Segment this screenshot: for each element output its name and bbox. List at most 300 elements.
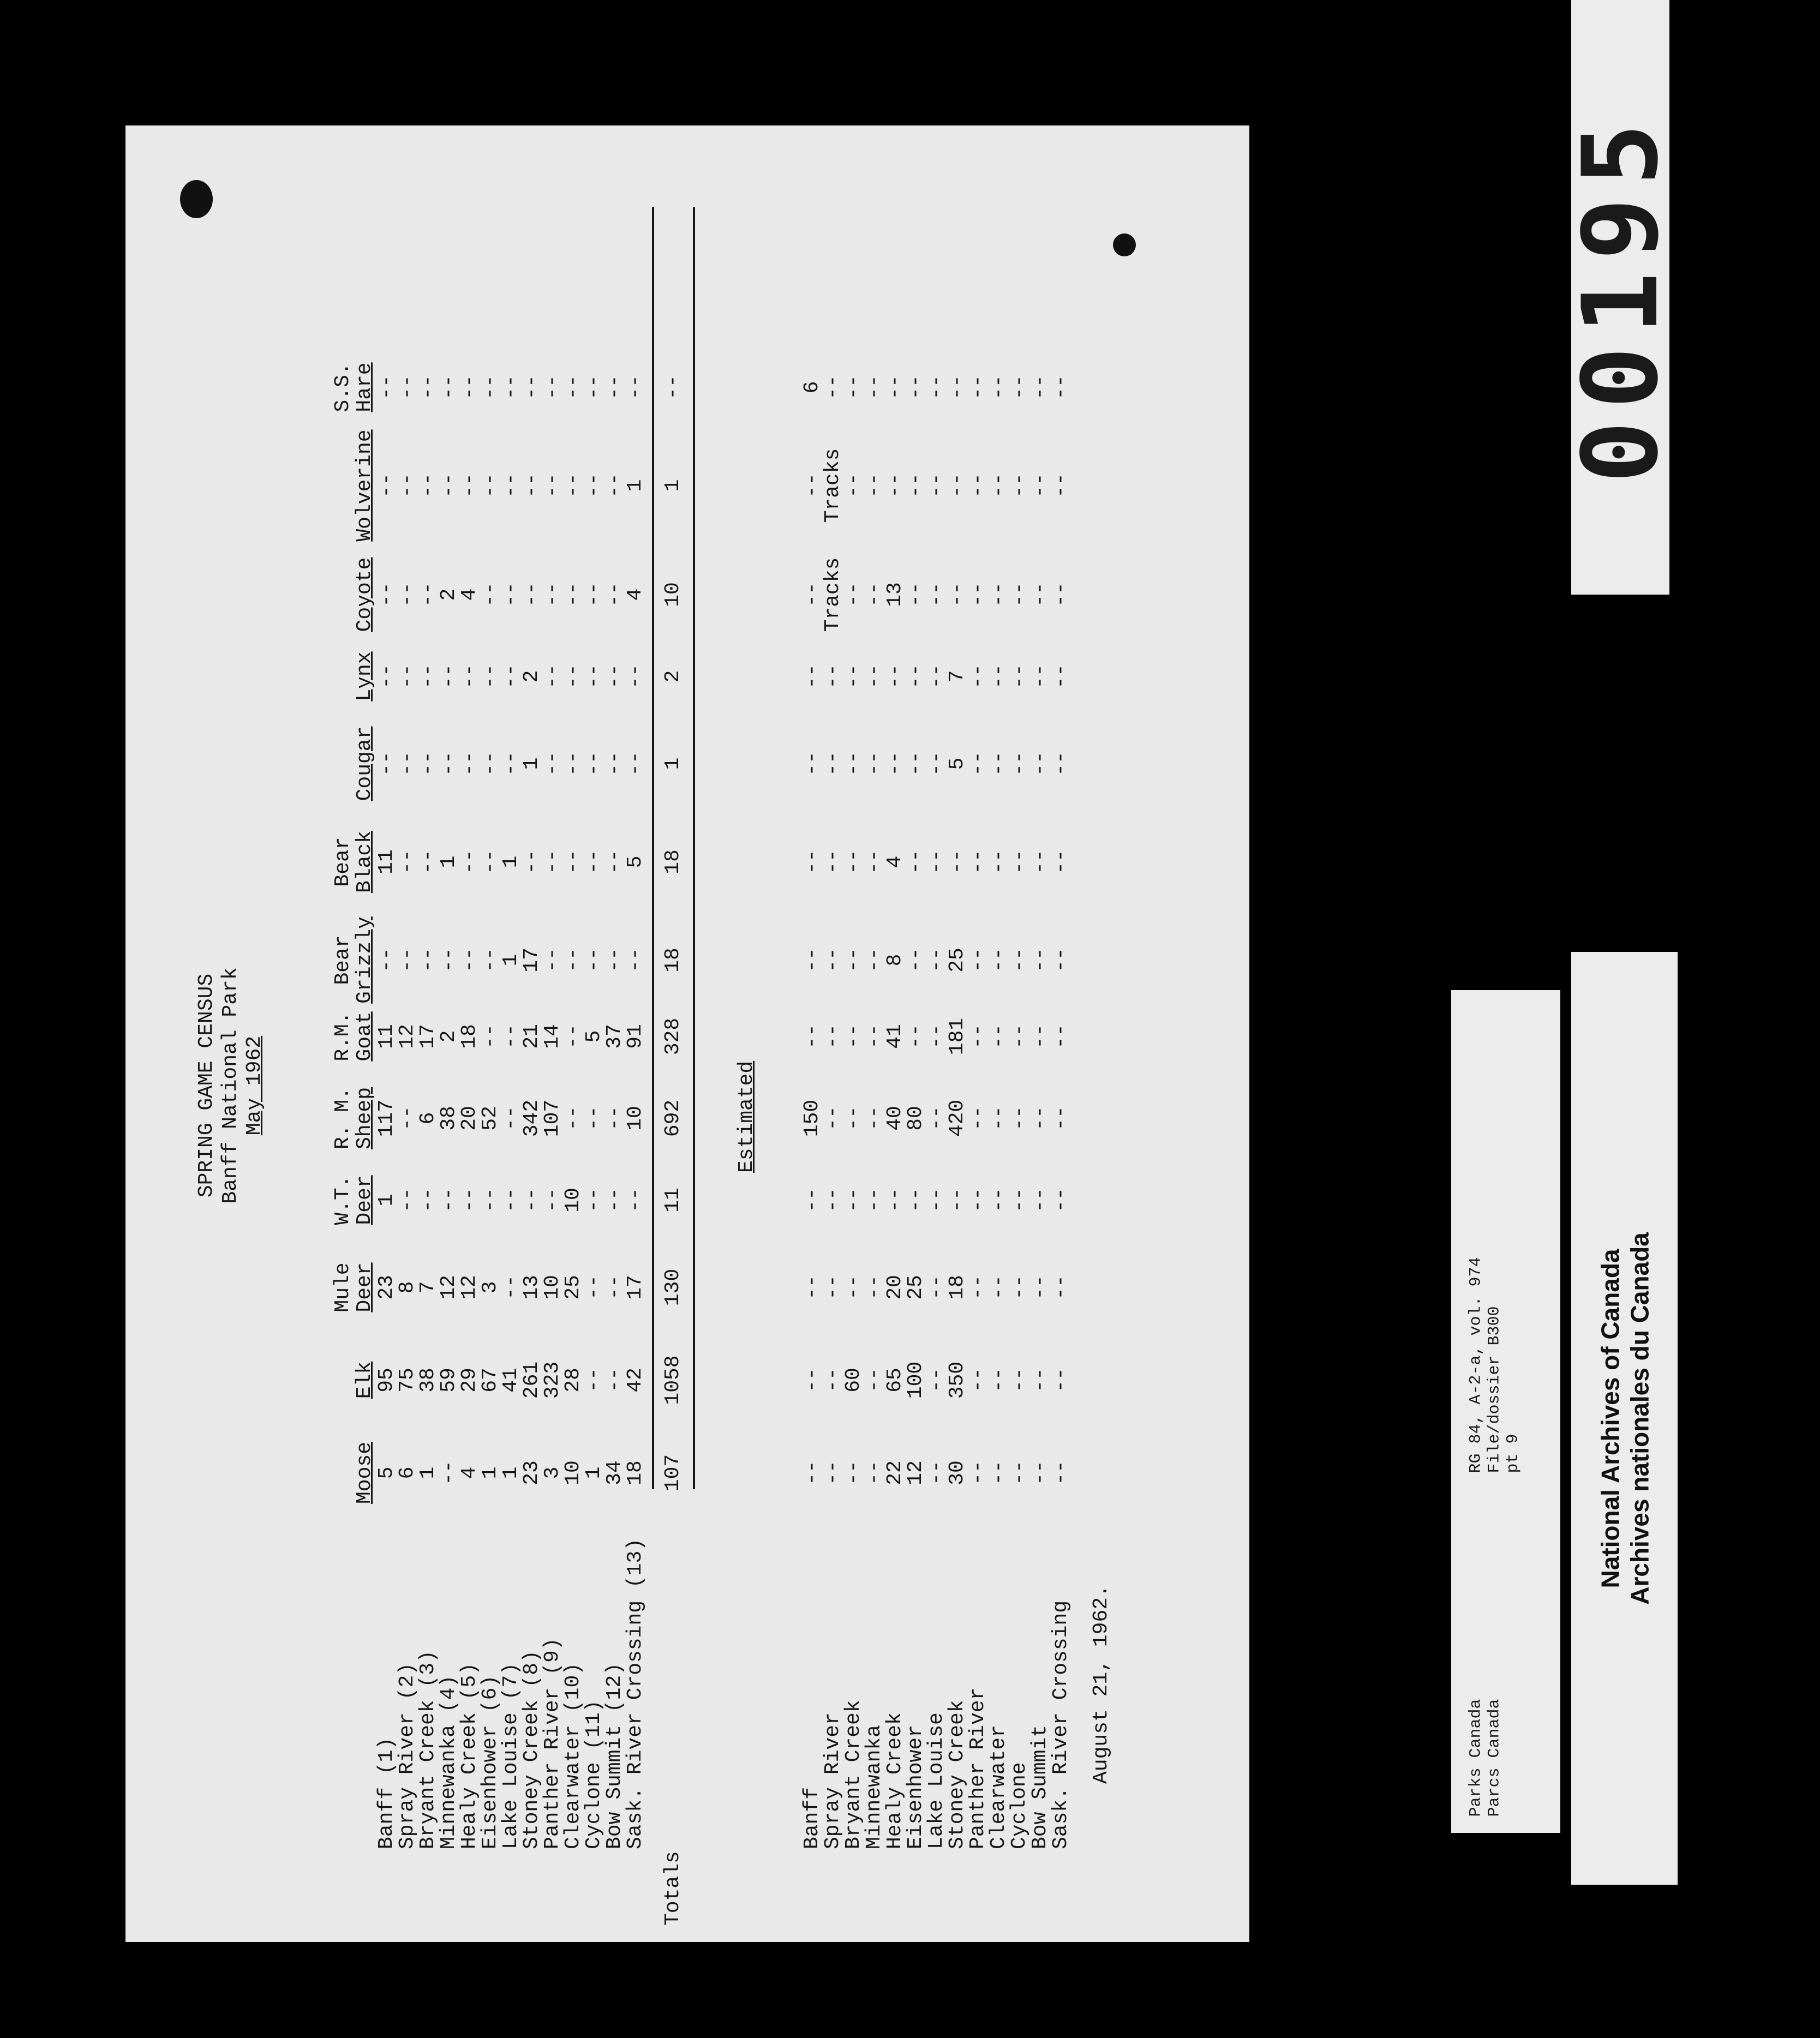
table-cell: 80 xyxy=(904,1106,927,1131)
row-label: Panther River xyxy=(966,1687,990,1849)
table-cell: 60 xyxy=(842,1368,865,1393)
census-sheet-content xyxy=(147,142,1228,1926)
table-cell: -- xyxy=(987,473,1010,498)
table-cell: -- xyxy=(520,582,543,607)
table-cell: -- xyxy=(925,1024,948,1049)
table-cell: -- xyxy=(478,751,502,776)
table-cell: -- xyxy=(603,1106,626,1131)
row-label: Bryant Creek (3) xyxy=(416,1650,440,1849)
table-cell: -- xyxy=(966,1460,990,1485)
table-cell: -- xyxy=(541,473,564,498)
row-label: Bryant Creek xyxy=(842,1700,865,1849)
table-cell: -- xyxy=(987,751,1010,776)
table-cell: -- xyxy=(821,664,845,689)
column-header-bottom: Sheep xyxy=(353,1087,376,1150)
table-cell: -- xyxy=(375,664,398,689)
table-cell: -- xyxy=(863,751,886,776)
column-header xyxy=(333,727,375,801)
table-cell: -- xyxy=(561,473,585,498)
table-cell: -- xyxy=(375,473,398,498)
table-cell: 17 xyxy=(416,1024,440,1049)
table-cell: -- xyxy=(966,1188,990,1213)
table-cell: -- xyxy=(842,948,865,973)
table-cell: -- xyxy=(863,1106,886,1131)
table-cell: -- xyxy=(863,664,886,689)
table-cell: -- xyxy=(624,375,647,400)
table-cell: -- xyxy=(987,1460,1010,1485)
source-agency-line: Parks Canada xyxy=(1466,1698,1486,1817)
column-header-bottom: Moose xyxy=(353,1441,376,1504)
row-label: Clearwater xyxy=(987,1724,1010,1849)
table-cell: -- xyxy=(624,751,647,776)
table-cell: 5 xyxy=(582,1030,606,1043)
table-cell: 95 xyxy=(375,1368,398,1393)
table-cell: 38 xyxy=(437,1106,460,1131)
table-cell: -- xyxy=(603,1368,626,1393)
table-cell: -- xyxy=(966,948,990,973)
table-cell: -- xyxy=(582,375,606,400)
row-label: Stoney Creek (8) xyxy=(520,1650,543,1849)
table-cell: -- xyxy=(561,664,585,689)
total-cell: 107 xyxy=(661,1454,685,1492)
column-header-top: Bear xyxy=(331,837,355,887)
column-header-top: W.T. xyxy=(331,1175,355,1225)
estimated-section-title: Estimated xyxy=(735,1060,758,1173)
table-cell: -- xyxy=(925,948,948,973)
table-cell: -- xyxy=(1008,473,1031,498)
table-cell: -- xyxy=(416,1188,440,1213)
table-cell: -- xyxy=(1049,948,1073,973)
table-cell: 20 xyxy=(458,1106,481,1131)
table-cell: 1 xyxy=(416,1466,440,1479)
table-cell: 34 xyxy=(603,1460,626,1485)
table-cell: -- xyxy=(478,582,502,607)
table-cell: 13 xyxy=(883,582,907,607)
reel-number-label xyxy=(1560,0,1681,595)
table-cell: -- xyxy=(1028,1106,1052,1131)
table-cell: -- xyxy=(1028,1460,1052,1485)
row-label: Clearwater (10) xyxy=(561,1662,585,1849)
table-cell: -- xyxy=(478,948,502,973)
table-cell: -- xyxy=(842,375,865,400)
table-cell: -- xyxy=(966,751,990,776)
totals-rule-bottom xyxy=(693,207,695,1489)
table-cell: -- xyxy=(416,948,440,973)
table-cell: -- xyxy=(396,582,419,607)
table-cell: 18 xyxy=(458,1024,481,1049)
table-cell: 1 xyxy=(499,954,523,967)
table-cell: -- xyxy=(966,849,990,874)
table-cell: 23 xyxy=(375,1275,398,1300)
table-cell: -- xyxy=(945,849,969,874)
table-cell: -- xyxy=(1028,473,1052,498)
table-cell: 323 xyxy=(541,1361,564,1399)
table-cell: 17 xyxy=(520,948,543,973)
table-cell: -- xyxy=(582,582,606,607)
table-cell: -- xyxy=(1028,1024,1052,1049)
source-reference-label xyxy=(1451,990,1560,1833)
table-cell: -- xyxy=(987,375,1010,400)
table-cell: 4 xyxy=(883,855,907,868)
table-cell: -- xyxy=(437,1460,460,1485)
table-cell: -- xyxy=(904,375,927,400)
table-cell: 107 xyxy=(541,1099,564,1137)
table-cell: -- xyxy=(437,1188,460,1213)
table-cell: -- xyxy=(883,751,907,776)
table-cell: -- xyxy=(416,473,440,498)
column-header-bottom: Elk xyxy=(353,1361,376,1399)
table-cell: -- xyxy=(541,664,564,689)
table-cell: -- xyxy=(842,664,865,689)
table-cell: -- xyxy=(499,1275,523,1300)
table-cell: -- xyxy=(541,948,564,973)
table-cell: -- xyxy=(1028,1368,1052,1393)
table-cell: -- xyxy=(520,849,543,874)
table-cell: -- xyxy=(582,948,606,973)
table-cell: -- xyxy=(925,473,948,498)
column-header xyxy=(333,429,375,541)
table-cell: -- xyxy=(1049,375,1073,400)
archives-label-content xyxy=(1571,952,1678,1885)
table-cell: -- xyxy=(375,751,398,776)
table-cell: 261 xyxy=(520,1361,543,1399)
table-cell: 1 xyxy=(624,479,647,492)
table-cell: -- xyxy=(800,1368,824,1393)
table-cell: 5 xyxy=(624,855,647,868)
row-label: Spray River (2) xyxy=(396,1662,419,1849)
table-cell: -- xyxy=(925,1275,948,1300)
table-cell: -- xyxy=(863,1188,886,1213)
table-cell: -- xyxy=(904,1188,927,1213)
column-header xyxy=(333,362,375,412)
table-cell: -- xyxy=(458,751,481,776)
table-cell: 52 xyxy=(478,1106,502,1131)
total-cell: 11 xyxy=(661,1188,685,1213)
source-file-reference xyxy=(1467,1257,1523,1473)
column-header-bottom: Deer xyxy=(353,1262,376,1312)
table-cell: -- xyxy=(478,375,502,400)
document-subtitle: Banff National Park xyxy=(219,967,242,1204)
table-cell: 22 xyxy=(883,1460,907,1485)
table-cell: -- xyxy=(561,375,585,400)
table-cell: -- xyxy=(1008,375,1031,400)
table-cell: -- xyxy=(582,849,606,874)
table-cell: -- xyxy=(863,1024,886,1049)
table-cell: -- xyxy=(1049,849,1073,874)
row-label: Eisenhower (6) xyxy=(478,1675,502,1849)
table-cell: -- xyxy=(925,1460,948,1485)
column-header xyxy=(333,1011,375,1061)
table-cell: -- xyxy=(904,948,927,973)
table-cell: -- xyxy=(1008,1188,1031,1213)
source-file-line: RG 84, A-2-a, vol. 974 xyxy=(1466,1256,1486,1473)
row-label: Minnewanka xyxy=(863,1724,886,1849)
table-cell: -- xyxy=(561,1024,585,1049)
table-cell: -- xyxy=(416,664,440,689)
source-file-line: File/dossier B300 xyxy=(1485,1305,1504,1473)
table-cell: -- xyxy=(863,375,886,400)
table-cell: 1 xyxy=(520,757,543,770)
table-cell: -- xyxy=(945,1188,969,1213)
table-cell: -- xyxy=(800,948,824,973)
table-cell: -- xyxy=(1049,1024,1073,1049)
table-cell: 12 xyxy=(437,1275,460,1300)
table-cell: -- xyxy=(396,375,419,400)
row-label: Healy Creek (5) xyxy=(458,1662,481,1849)
row-label: Bow Summit xyxy=(1028,1724,1052,1849)
table-cell: 10 xyxy=(561,1460,585,1485)
table-cell: -- xyxy=(437,948,460,973)
table-cell: -- xyxy=(800,1024,824,1049)
column-header xyxy=(333,1362,375,1399)
table-cell: -- xyxy=(821,1024,845,1049)
table-cell: 21 xyxy=(520,1024,543,1049)
table-cell: -- xyxy=(416,375,440,400)
table-cell: -- xyxy=(904,751,927,776)
table-cell: -- xyxy=(842,849,865,874)
row-label: Cyclone xyxy=(1008,1762,1031,1849)
table-cell: -- xyxy=(1008,1275,1031,1300)
table-cell: -- xyxy=(561,1106,585,1131)
table-cell: -- xyxy=(437,375,460,400)
table-cell: -- xyxy=(499,375,523,400)
table-cell: 4 xyxy=(624,588,647,601)
table-cell: -- xyxy=(883,1188,907,1213)
table-cell: -- xyxy=(561,849,585,874)
totals-rule-top xyxy=(652,207,654,1489)
table-cell: -- xyxy=(541,849,564,874)
table-cell: -- xyxy=(821,1460,845,1485)
table-cell: -- xyxy=(987,1275,1010,1300)
source-reference-content xyxy=(1452,990,1561,1833)
table-cell: -- xyxy=(603,751,626,776)
table-cell: -- xyxy=(842,582,865,607)
table-cell: -- xyxy=(966,664,990,689)
total-cell: -- xyxy=(661,375,685,400)
table-cell: -- xyxy=(561,582,585,607)
table-cell: 11 xyxy=(375,1024,398,1049)
ink-blot xyxy=(180,180,213,218)
table-cell: -- xyxy=(863,1368,886,1393)
column-header-bottom: Goat xyxy=(353,1011,376,1062)
table-cell: -- xyxy=(541,751,564,776)
table-cell: -- xyxy=(800,1460,824,1485)
table-cell: 7 xyxy=(945,670,969,683)
table-cell: -- xyxy=(1049,473,1073,498)
table-cell: -- xyxy=(582,1368,606,1393)
document-title: SPRING GAME CENSUS xyxy=(195,973,218,1198)
table-cell: -- xyxy=(499,1024,523,1049)
table-cell: 3 xyxy=(541,1466,564,1479)
table-cell: -- xyxy=(396,473,419,498)
totals-label: Totals xyxy=(661,1851,685,1926)
table-cell: -- xyxy=(561,751,585,776)
table-cell: 117 xyxy=(375,1099,398,1137)
table-cell: -- xyxy=(520,473,543,498)
table-cell: -- xyxy=(624,1188,647,1213)
table-cell: -- xyxy=(987,1024,1010,1049)
table-cell: 10 xyxy=(624,1106,647,1131)
table-cell: 3 xyxy=(478,1281,502,1294)
table-cell: -- xyxy=(458,375,481,400)
table-cell: -- xyxy=(396,849,419,874)
table-cell: Tracks xyxy=(821,448,845,523)
table-cell: -- xyxy=(987,1188,1010,1213)
table-cell: -- xyxy=(821,1275,845,1300)
table-cell: -- xyxy=(800,1188,824,1213)
column-header xyxy=(333,558,375,632)
table-cell: -- xyxy=(966,375,990,400)
table-cell: -- xyxy=(396,1188,419,1213)
table-cell: -- xyxy=(1049,1106,1073,1131)
row-label: Lake Louise (7) xyxy=(499,1662,523,1849)
table-cell: -- xyxy=(987,1106,1010,1131)
column-header xyxy=(333,1442,375,1504)
table-cell: -- xyxy=(842,751,865,776)
table-cell: 350 xyxy=(945,1361,969,1399)
table-cell: 18 xyxy=(945,1275,969,1300)
total-cell: 1 xyxy=(661,757,685,770)
table-cell: -- xyxy=(396,948,419,973)
table-cell: -- xyxy=(966,1024,990,1049)
table-cell: 4 xyxy=(458,588,481,601)
table-cell: -- xyxy=(458,664,481,689)
table-cell: -- xyxy=(603,375,626,400)
table-cell: -- xyxy=(375,948,398,973)
table-cell: 10 xyxy=(561,1188,585,1213)
total-cell: 692 xyxy=(661,1099,685,1137)
column-header-top xyxy=(333,727,355,801)
table-cell: -- xyxy=(582,1275,606,1300)
table-cell: 13 xyxy=(520,1275,543,1300)
table-cell: -- xyxy=(499,751,523,776)
table-cell: 8 xyxy=(883,954,907,967)
table-cell: -- xyxy=(1028,849,1052,874)
table-cell: -- xyxy=(1028,375,1052,400)
table-cell: -- xyxy=(1028,948,1052,973)
column-header-bottom: Grizzly xyxy=(353,916,376,1004)
table-cell: -- xyxy=(925,751,948,776)
table-cell: 6 xyxy=(396,1466,419,1479)
table-cell: -- xyxy=(499,1106,523,1131)
total-cell: 328 xyxy=(661,1017,685,1056)
table-cell: -- xyxy=(966,473,990,498)
table-cell: -- xyxy=(863,948,886,973)
table-cell: -- xyxy=(1008,664,1031,689)
table-cell: 41 xyxy=(499,1368,523,1393)
table-cell: -- xyxy=(603,664,626,689)
table-cell: -- xyxy=(904,849,927,874)
table-cell: -- xyxy=(925,664,948,689)
column-header-bottom: Hare xyxy=(353,362,376,412)
table-cell: -- xyxy=(863,473,886,498)
column-header-bottom: Lynx xyxy=(353,651,376,702)
table-cell: 10 xyxy=(541,1275,564,1300)
table-cell: -- xyxy=(966,582,990,607)
table-cell: 59 xyxy=(437,1368,460,1393)
source-agency-line: Parcs Canada xyxy=(1485,1698,1504,1817)
table-cell: -- xyxy=(883,375,907,400)
table-cell: 6 xyxy=(416,1112,440,1125)
table-cell: -- xyxy=(966,1106,990,1131)
table-cell: 12 xyxy=(904,1460,927,1485)
row-label: Banff xyxy=(800,1787,824,1849)
table-cell: 23 xyxy=(520,1460,543,1485)
table-cell: 1 xyxy=(375,1194,398,1207)
column-header-bottom: Deer xyxy=(353,1175,376,1225)
table-cell: -- xyxy=(478,849,502,874)
table-cell: -- xyxy=(520,375,543,400)
column-header xyxy=(333,1262,375,1312)
table-cell: -- xyxy=(458,473,481,498)
table-cell: -- xyxy=(499,582,523,607)
row-label: Spray River xyxy=(821,1712,845,1849)
table-cell: -- xyxy=(863,849,886,874)
table-cell: -- xyxy=(925,375,948,400)
column-header xyxy=(333,1087,375,1149)
archives-label xyxy=(1571,952,1678,1885)
table-cell: -- xyxy=(458,1188,481,1213)
table-cell: -- xyxy=(821,1368,845,1393)
table-cell: -- xyxy=(396,751,419,776)
table-cell: -- xyxy=(375,582,398,607)
table-cell: 17 xyxy=(624,1275,647,1300)
table-cell: -- xyxy=(1049,1188,1073,1213)
table-cell: 12 xyxy=(458,1275,481,1300)
table-cell: -- xyxy=(821,849,845,874)
column-header xyxy=(333,651,375,701)
table-cell: -- xyxy=(1049,1368,1073,1393)
table-cell: -- xyxy=(603,849,626,874)
column-header-bottom: Cougar xyxy=(353,726,376,801)
table-cell: -- xyxy=(821,751,845,776)
table-cell: 7 xyxy=(416,1281,440,1294)
table-cell: -- xyxy=(624,664,647,689)
row-label: Panther River (9) xyxy=(541,1638,564,1849)
table-cell: 30 xyxy=(945,1460,969,1485)
row-label: Banff (1) xyxy=(375,1737,398,1849)
table-cell: -- xyxy=(800,664,824,689)
table-cell: -- xyxy=(1028,664,1052,689)
table-cell: -- xyxy=(478,1024,502,1049)
column-header xyxy=(333,1175,375,1225)
table-cell: -- xyxy=(842,1188,865,1213)
table-cell: 12 xyxy=(396,1024,419,1049)
table-cell: -- xyxy=(821,948,845,973)
table-cell: -- xyxy=(904,473,927,498)
table-cell: -- xyxy=(925,849,948,874)
table-cell: -- xyxy=(396,664,419,689)
table-cell: -- xyxy=(437,751,460,776)
table-cell: -- xyxy=(800,1275,824,1300)
table-cell: -- xyxy=(945,375,969,400)
source-agency xyxy=(1467,1699,1504,1817)
reel-number: 00195 xyxy=(1560,111,1681,483)
table-cell: 75 xyxy=(396,1368,419,1393)
table-cell: -- xyxy=(520,1188,543,1213)
table-cell: -- xyxy=(1008,1368,1031,1393)
table-cell: -- xyxy=(842,1106,865,1131)
table-cell: -- xyxy=(1008,751,1031,776)
table-cell: -- xyxy=(603,473,626,498)
table-cell: -- xyxy=(966,1368,990,1393)
table-cell: 2 xyxy=(437,588,460,601)
table-cell: -- xyxy=(416,751,440,776)
column-header-top xyxy=(333,651,355,701)
table-cell: -- xyxy=(1008,1024,1031,1049)
table-cell: -- xyxy=(582,1188,606,1213)
table-cell: -- xyxy=(437,473,460,498)
